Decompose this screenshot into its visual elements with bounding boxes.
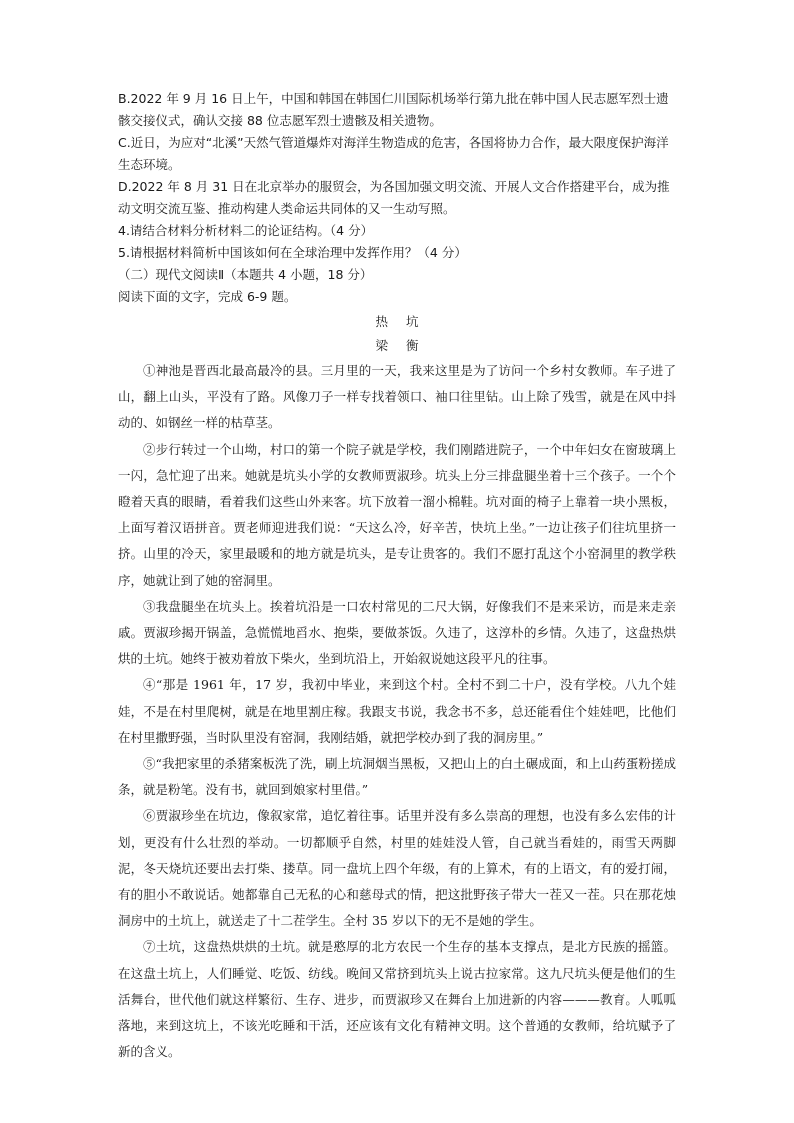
article-paragraph-2: ②步行转过一个山坳，村口的第一个院子就是学校，我们刚踏进院子，一个中年妇女在窗玻璃上一闪，急忙迎了出来。她就是坑头小学的女教师贾淑珍。坑头上分三排盘腿坐着十三个孩子。一个个瞪着天真的眼睛，看着我们这些山外来客。坑下放着一溜小棉鞋。坑对面的椅子上靠着一块小黑板，上面写着汉语拼音。贾老师迎进我们说：“天这么冷，好辛苦，快坑上坐。”一边让孩子们往坑里挤一挤。山里的冷天，家里最暖和的地方就是坑头，是专让贵客的。我们不愿打乱这个小窑洞里的教学秩序，她就让到了她的窑洞里。	[118, 441, 676, 588]
section-heading: （二）现代文阅读Ⅱ（本题共 4 小题，18 分）	[118, 267, 373, 282]
article-paragraph-6: ⑥贾淑珍坐在坑边，像叙家常，追忆着往事。话里并没有多么崇高的理想，也没有多么宏伟的计划，更没有什么壮烈的举动。一切都顺乎自然，村里的娃娃没人管，自己就当看娃的，雨雪天两脚泥，冬天烧坑还要出去打柴、搂草。同一盘坑上四个年级，有的上算术，有的上语文，有的爱打闹，有的胆小不敢说话。她都靠自己无私的心和慈母式的情，把这批野孩子带大一茬又一茬。只在那花烛洞房中的土坑上，就送走了十二茬学生。全村 35 岁以下的无不是她的学生。	[118, 808, 676, 929]
article-paragraph-7: ⑦土坑，这盘热烘烘的土坑。就是憨厚的北方农民一个生存的基本支撑点，是北方民族的摇篮。在这盘土坑上，人们睡觉、吃饭、纺线。晚间又常挤到坑头上说古拉家常。这九尺坑头便是他们的生活舞台，世代他们就这样繁衍、生存、进步，而贾淑珍又在舞台上加进新的内容———教育。人呱呱落地，来到这坑上，不该光吃睡和干活，还应该有文化有精神文明。这个普通的女教师，给坑赋予了新的含义。	[118, 939, 676, 1060]
question-5: 5.请根据材料简析中国该如何在全球治理中发挥作用？（4 分）	[118, 245, 467, 260]
option-c: C.近日，为应对“北溪”天然气管道爆炸对海洋生物造成的危害，各国将协力合作，最大限度保护海洋生态环境。	[118, 135, 669, 172]
article-author: 梁衡	[375, 338, 437, 353]
question-4: 4.请结合材料分析材料二的论证结构。（4 分）	[118, 223, 374, 238]
article-paragraph-5: ⑤“我把家里的杀猪案板洗了洗，刷上坑洞烟当黑板，又把山上的白土碾成面，和上山药蛋粉搓成条，就是粉笔。没有书，就回到娘家村里借。”	[118, 756, 676, 798]
option-b: B.2022 年 9 月 16 日上午，中国和韩国在韩国仁川国际机场举行第九批在韩中国人民志愿军烈士遗骸交接仪式，确认交接 88 位志愿军烈士遗骸及相关遗物。	[118, 91, 669, 128]
article-paragraph-3: ③我盘腿坐在坑头上。挨着坑沿是一口农村常见的二尺大锅，好像我们不是来采访，而是来走亲戚。贾淑珍揭开锅盖，急慌慌地舀水、抱柴，要做茶饭。久违了，这淳朴的乡情。久违了，这盘热烘烘的土坑。她终于被劝着放下柴火，坐到坑沿上，开始叙说她这段平凡的往事。	[118, 598, 676, 667]
section-instruction: 阅读下面的文字，完成 6-9 题。	[118, 289, 297, 304]
article-paragraph-4: ④“那是 1961 年，17 岁，我初中毕业，来到这个村。全村不到二十户，没有学校。八九个娃娃，不是在村里爬树，就是在地里割庄稼。我跟支书说，我念书不多，总还能看住个娃娃吧，比他们在村里撒野强，当时队里没有窑洞，我刚结婚，就把学校办到了我的洞房里。”	[118, 677, 676, 745]
article-title: 热坑	[375, 314, 437, 329]
option-d: D.2022 年 8 月 31 日在北京举办的服贸会，为各国加强文明交流、开展人文合作搭建平台，成为推动文明交流互鉴、推动构建人类命运共同体的又一生动写照。	[118, 179, 670, 216]
article-paragraph-1: ①神池是晋西北最高最冷的县。三月里的一天，我来这里是为了访问一个乡村女教师。车子进了山，翻上山头，平没有了路。风像刀子一样专找着领口、袖口往里钻。山上除了残雪，就是在风中抖动的、如钢丝一样的枯草茎。	[118, 363, 676, 431]
